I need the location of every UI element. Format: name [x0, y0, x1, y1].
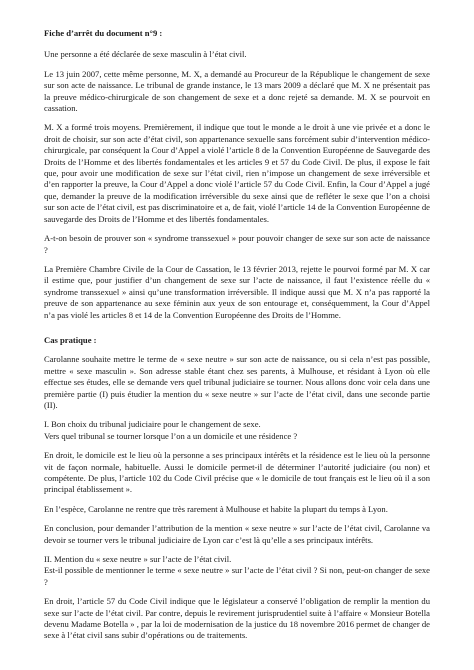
part-question: Vers quel tribunal se tourner lorsque l’on a un domicile et une résidence ?	[44, 430, 298, 441]
section-title: Cas pratique :	[44, 334, 97, 345]
document-title: Fiche d’arrêt du document n°9 :	[44, 28, 163, 38]
paragraph: Le 13 juin 2007, cette même personne, M. X, a demandé au Procureur de la République le changement de sexe sur son acte de naissance. Le tribunal de grande instance, le 13 mars 2009 a déclaré que M. X ne présentait pas la preuve médico-chirurgicale de son changement de sexe et a donc rejeté sa demande. M. X se pourvoit en cassation.	[44, 68, 430, 114]
paragraph: En droit, le domicile est le lieu où la personne a ses principaux intérêts et la résidence est le lieu où la personne vit de façon normale, habituelle. Aussi le domicile permet-il de déterminer l’autorité judiciaire (ou non) et compétente. De plus, l’article 102 du Code Civil précise que « le domicile de tout français est le lieu où il a son principal établissement ».	[44, 450, 430, 495]
part-heading: II. Mention du « sexe neutre » sur l’acte de l’état civil.	[44, 554, 232, 565]
part-question: Est-il possible de mentionner le terme « sexe neutre » sur l’acte de l’état civil ? Si non, peut-on changer de sexe ?	[44, 565, 430, 587]
paragraph: En conclusion, pour demander l’attribution de la mention « sexe neutre » sur l’acte de l’état civil, Carolanne va devoir se tourner vers le tribunal judiciaire de Lyon car c’est là qu’elle a ses principaux intérêts.	[44, 523, 430, 545]
part-heading: I. Bon choix du tribunal judiciaire pour le changement de sexe.	[44, 419, 261, 430]
paragraph: Une personne a été déclarée de sexe masculin à l’état civil.	[44, 49, 247, 60]
paragraph: En droit, l’article 57 du Code Civil indique que le législateur a conservé l’obligation de remplir la mention du sexe sur l’acte de l’état civil. Par contre, depuis le revirement jurisprudentiel suite à l’affaire « Monsieur Botella devenu Madame Botella » , par la loi de modernisation de la justice du 18 novembre 2016 permet de changer de sexe à l’état civil sans subir d’opérations ou de traitements.	[44, 596, 430, 641]
paragraph: La Première Chambre Civile de la Cour de Cassation, le 13 février 2013, rejette le pourvoi formé par M. X car il estime que, pour justifier d’un changement de sexe sur l’acte de naissance, il faut l’existence réelle du « syndrome transsexuel » ainsi qu’une transformation irréversible. Il indique aussi que M. X n’a pas rapporté la preuve de son appartenance au sexe féminin aux yeux de son entourage et, conséquemment, la Cour d’Appel n’a pas violé les articles 8 et 14 de la Convention Européenne des Droits de l’Homme.	[44, 263, 430, 320]
paragraph: M. X a formé trois moyens. Premièrement, il indique que tout le monde a le droit à une vie privée et a donc le droit de choisir, sur son acte d’état civil, son appartenance sexuelle sans forcément subir d’intervention médico-chirurgicale, par conséquent la Cour d’Appel a violé l’article 8 de la Convention Européenne de Sauvegarde des Droits de l’Homme et des libertés fondamentales et les articles 9 et 57 du Code Civil. De plus, il expose le fait que, pour avoir une modification de sexe sur l’état civil, rien n’impose un changement de sexe irréversible et d’en rapporter la preuve, la Cour d’Appel a donc violé l’article 57 du Code Civil. Enfin, la Cour d’Appel a jugé que, demander la preuve de la modification irréversible du sexe ainsi que de refléter le sexe que l’on a choisi sur son acte de l’état civil, est pas discriminatoire et a, de fait, violé l’article 14 de la Convention Européenne de sauvegarde des Droits de l’Homme et des libertés fondamentales.	[44, 122, 430, 224]
paragraph: Carolanne souhaite mettre le terme de « sexe neutre » sur son acte de naissance, ou si cela n’est pas possible, mettre « sexe masculin ». Son adresse stable étant chez ses parents, à Mulhouse, et résidant à Lyon où elle effectue ses études, elle se demande vers quel tribunal judiciaire se tourner. Nous allons donc voir cela dans une première partie (I) puis étudier la mention du « sexe neutre » sur l’acte de l’état civil, dans une seconde partie (II).	[44, 354, 430, 410]
problem-question: A-t-on besoin de prouver son « syndrome transsexuel » pour pouvoir changer de sexe sur son acte de naissance ?	[44, 233, 430, 255]
paragraph: En l’espèce, Carolanne ne rentre que très rarement à Mulhouse et habite la plupart du temps à Lyon.	[44, 503, 388, 514]
